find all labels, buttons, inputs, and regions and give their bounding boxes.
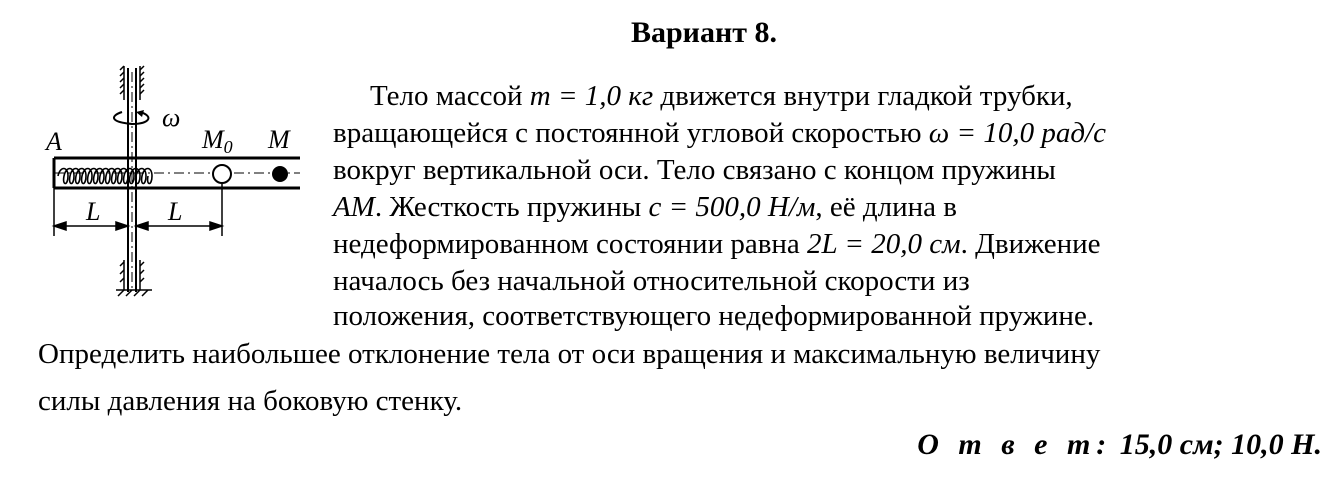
answer-value: 15,0 см; 10,0 Н. (1112, 428, 1322, 461)
spring (58, 169, 152, 184)
length-l-right-label: L (168, 197, 183, 226)
problem-line-1: Тело массой m = 1,0 кг движется внутри гладкой трубки, (370, 80, 1073, 112)
omega-label: ω (162, 103, 181, 132)
problem-line-3: вокруг вертикальной оси. Тело связано с концом пружины (333, 154, 1056, 186)
answer (917, 428, 1322, 462)
problem-line-4: AM. Жесткость пружины c = 500,0 Н/м, её длина в (333, 191, 957, 223)
rotation-arrow-icon (114, 110, 148, 124)
point-m0-label: M0 (202, 125, 233, 157)
problem-line-7: положения, соответствующего недеформированной пружине. (333, 300, 1095, 332)
body-mass-dot (272, 166, 288, 182)
problem-line-2: вращающейся с постоянной угловой скоростью ω = 10,0 рад/с (333, 117, 1106, 149)
bottom-bearing (116, 260, 152, 296)
variant-title: Вариант 8. (630, 16, 777, 49)
rotating-tube-figure (40, 60, 310, 310)
problem-line-9: силы давления на боковую стенку. (38, 385, 463, 417)
problem-line-5: недеформированном состоянии равна 2L = 20,0 см. Движение (333, 228, 1101, 260)
answer-label: О т в е т: (917, 428, 1113, 461)
length-l-left-label: L (86, 197, 101, 226)
dimension-lines (54, 184, 222, 236)
problem-line-6: началось без начальной относительной скорости из (333, 265, 970, 297)
problem-line-8: Определить наибольшее отклонение тела от оси вращения и максимальную величину (38, 338, 1101, 370)
initial-position-circle (213, 165, 231, 183)
point-m-label: M (268, 125, 290, 154)
point-a-label: A (46, 127, 62, 156)
